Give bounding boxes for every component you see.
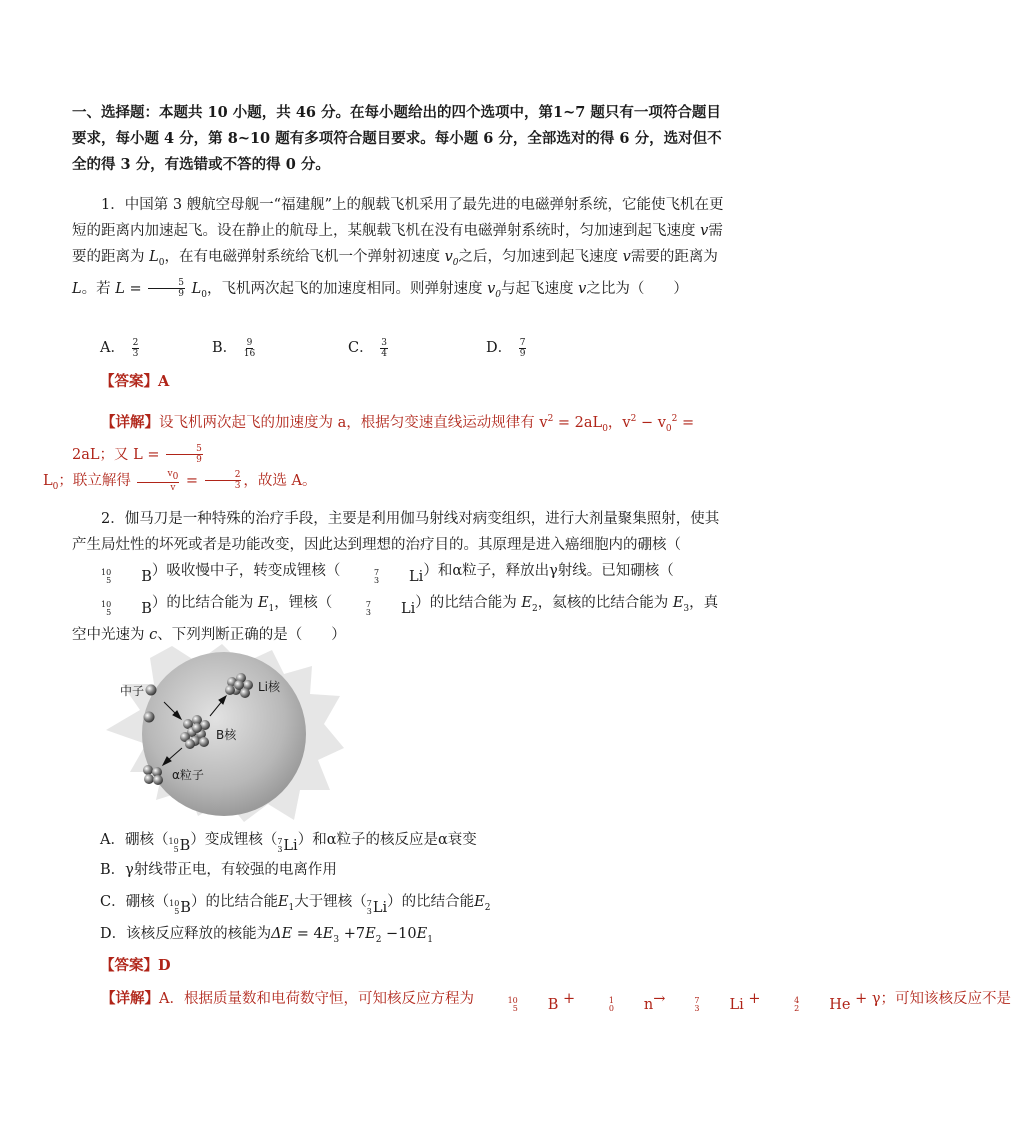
q2-option-a[interactable]: A．硼核（ 10 5 B）变成锂核（ 7 3 Li）和α粒子的核反应是α衰变 — [100, 832, 477, 854]
question-2-answer: 【答案】D — [100, 957, 171, 974]
neutron-particle-1 — [146, 685, 157, 696]
neutron-label: 中子 — [120, 684, 145, 698]
option-a[interactable]: A． $\frac{2}{3}$ — [100, 337, 139, 359]
reaction-figure — [102, 644, 402, 822]
b-nucleus-label: B核 — [216, 728, 237, 742]
li-nucleus-label: Li核 — [258, 680, 281, 694]
question-1-answer: 【答案】A — [100, 373, 170, 390]
option-d[interactable]: D． $\frac{7}{9}$ — [486, 337, 526, 359]
question-1-detail: 【详解】设飞机两次起飞的加速度为 a，根据匀变速直线运动规律有 $v^2 = 2aL_0$，$v^2 - v_0^2 = 2aL$；又 L = $\frac{5}{9}$ $L_0$；联立解得 $\frac{v_0}{v}$ = $\frac{2}{3}$ ，故选 A。 — [43, 413, 695, 493]
q2-option-b[interactable]: B．γ射线带正电，有较强的电离作用 — [100, 862, 337, 878]
question-2-text: 2．伽马刀是一种特殊的治疗手段，主要是利用伽马射线对病变组织，进行大剂量聚集照射，使其产生局灶性的坏死或者是功能改变，因此达到理想的治疗目的。其原理是进入癌细胞内的硼核（ 10 5 B）吸收慢中子，转变成锂核（ 7 3 Li）和α粒子，释放出γ射线。已知硼核（ 10 5 B）的比结合能为 $E_1$，锂核（ 7 3 Li）的比结合能为 $E_2$，氦核的比结合能为 $E_3$，真空中光速为 c、下列判断正确的是（ ） — [72, 511, 720, 643]
neutron-particle-2 — [144, 712, 155, 723]
option-c[interactable]: C． $\frac{3}{4}$ — [348, 337, 387, 359]
option-b[interactable]: B． $\frac{9}{16}$ — [212, 337, 256, 359]
q2-option-d[interactable]: D．该核反应释放的核能为$\Delta E = 4E_3 +7E_2 -10E_1$ — [100, 926, 433, 945]
question-2-detail: 【详解】A．根据质量数和电荷数守恒，可知核反应方程为 10 5 B + 1 0 n→ 7 3 Li + 4 2 He + γ；可知该核反应不是 — [101, 990, 1011, 1013]
alpha-particle-label: α粒子 — [172, 768, 204, 782]
q2-option-c[interactable]: C．硼核（ 10 5 B）的比结合能$E_1$大于锂核（ 7 3 Li）的比结合能$E_2$ — [100, 894, 491, 916]
nuclear-reaction-diagram — [102, 644, 402, 822]
question-1-text: 1．中国第 3 艘航空母舰一“福建舰”上的舰载飞机采用了最先进的电磁弹射系统，它能使飞机在更短的距离内加速起飞。设在静止的航母上，某舰载飞机在没有电磁弹射系统时，匀加速到起飞速度 v需要的距离为 $L_0$，在有电磁弹射系统给飞机一个弹射初速度 $v_0$之后，匀加速到起飞速度 v需要的距离为 L。若 L = $\frac{5}{9}$ $L_0$，飞机两次起飞的加速度相同。则弹射速度 $v_0$与起飞速度 v之比为（ ） — [72, 197, 724, 300]
section-heading: 一、选择题：本题共 10 小题，共 46 分。在每小题给出的四个选项中，第1~7 题只有一项符合题目要求，每小题 4 分，第 8~10 题有多项符合题目要求。每小题 6 分，全部选对的得 6 分，选对但不全的得 3 分，有选错或不答的得 0 分。 — [72, 104, 722, 173]
